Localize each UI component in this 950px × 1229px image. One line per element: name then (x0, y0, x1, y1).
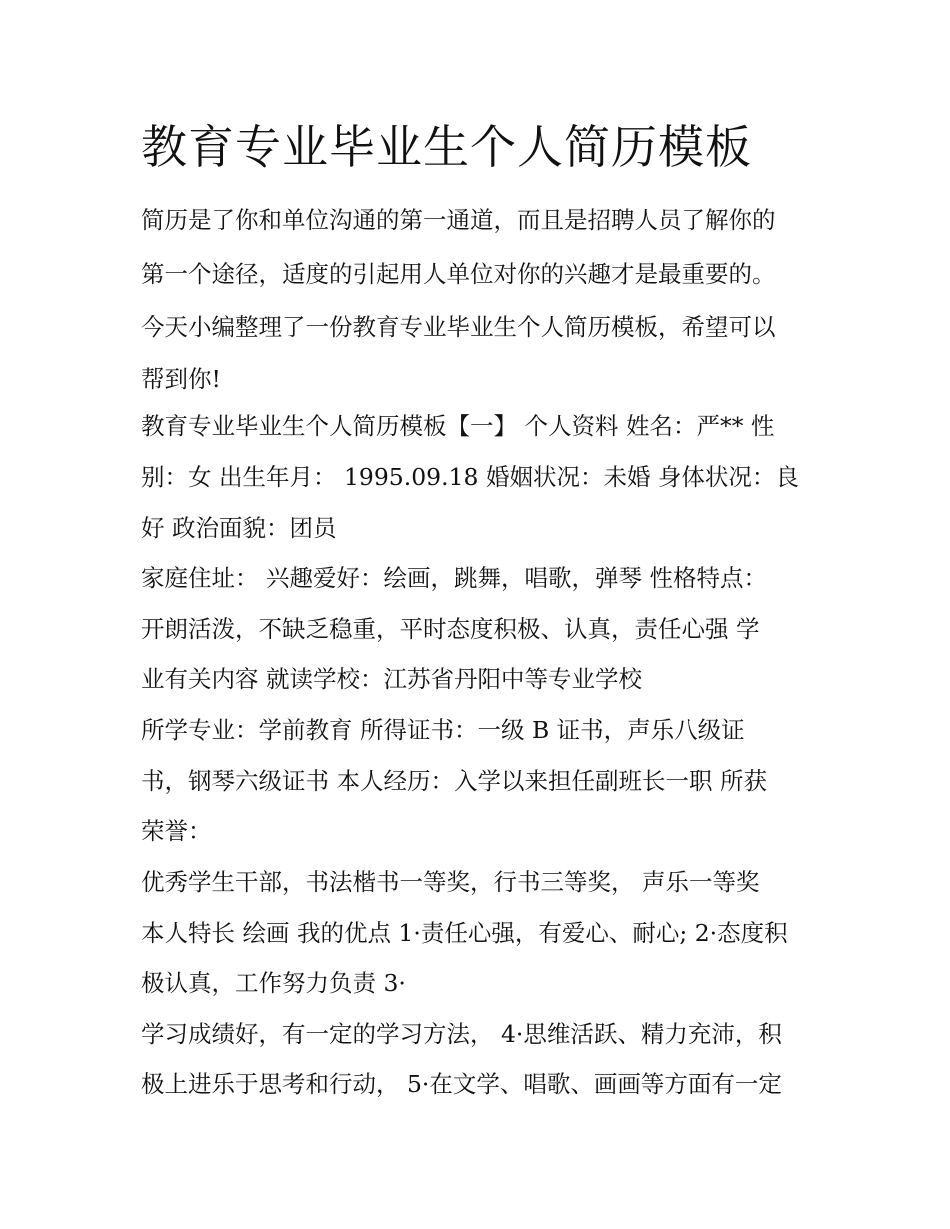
body-line: 开朗活泼，不缺乏稳重，平时态度积极、认真，责任心强 学 (141, 615, 760, 643)
body-line: 极认真，工作努力负责 3· (141, 969, 406, 997)
body-line: 好 政治面貌：团员 (141, 514, 337, 542)
body-line: 今天小编整理了一份教育专业毕业生个人简历模板，希望可以 (141, 313, 776, 341)
body-line: 优秀学生干部，书法楷书一等奖，行书三等奖， 声乐一等奖 (141, 868, 760, 896)
body-line: 第一个途径，适度的引起用人单位对你的兴趣才是最重要的。 (141, 260, 776, 288)
body-line: 本人特长 绘画 我的优点 1·责任心强，有爱心、耐心; 2·态度积 (141, 919, 788, 947)
body-line: 极上进乐于思考和行动， 5·在文学、唱歌、画画等方面有一定 (141, 1070, 782, 1098)
body-line: 简历是了你和单位沟通的第一通道，而且是招聘人员了解你的 (141, 206, 776, 234)
body-line: 学习成绩好，有一定的学习方法， 4·思维活跃、精力充沛，积 (141, 1020, 782, 1048)
document-title: 教育专业毕业生个人简历模板 (141, 120, 752, 174)
body-line: 家庭住址： 兴趣爱好：绘画，跳舞，唱歌，弹琴 性格特点： (141, 564, 767, 592)
body-line: 教育专业毕业生个人简历模板【一】 个人资料 姓名：严** 性 (141, 412, 775, 440)
body-line: 业有关内容 就读学校：江苏省丹阳中等专业学校 (141, 665, 642, 693)
body-line: 书，钢琴六级证书 本人经历：入学以来担任副班长一职 所获 (141, 767, 767, 795)
body-line: 帮到你! (141, 365, 221, 393)
body-line: 所学专业：学前教育 所得证书：一级 B 证书，声乐八级证 (141, 716, 745, 744)
body-line: 别：女 出生年月： 1995.09.18 婚姻状况：未婚 身体状况：良 (141, 463, 799, 491)
body-line: 荣誉： (141, 817, 212, 845)
